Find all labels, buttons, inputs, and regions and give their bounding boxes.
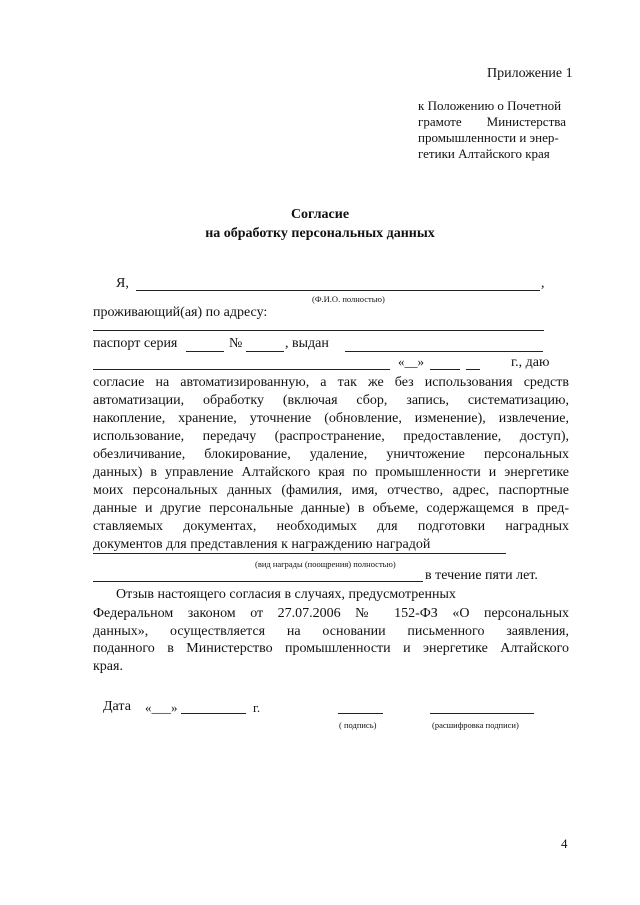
issued-by-continuation-line[interactable] (93, 369, 390, 370)
consent-line: данные и другие персональные данные) в объеме, содержащемся в пред- (93, 501, 569, 516)
revocation-line: поданного в Министерство промышленности и энергетике Алтайского (93, 641, 569, 656)
signature-year-g: г. (253, 700, 261, 715)
consent-line: моих персональных данных (фамилия, имя, отчество, адрес, паспортные (93, 483, 569, 498)
signature-date-line[interactable] (181, 713, 246, 714)
consent-line: документов для представления к награждению наградой (93, 537, 431, 552)
issue-year-line[interactable] (466, 369, 480, 370)
fio-comma: , (541, 276, 545, 291)
signature-decode-line[interactable] (430, 713, 534, 714)
appendix-line: гетики Алтайского края (418, 146, 550, 161)
issued-by-line[interactable] (345, 351, 543, 352)
passport-series-line[interactable] (186, 351, 224, 352)
appendix-line: к Положению о Почетной (418, 98, 562, 113)
within-term-text: в течение пяти лет. (425, 568, 538, 583)
consent-line: накопление, хранение, уточнение (обновление, изменение), извлечение, (93, 411, 569, 426)
revocation-line: данных», осуществляется на основании письменного заявления, (93, 623, 569, 639)
award-field-line[interactable] (93, 553, 506, 554)
consent-paragraph (93, 374, 569, 554)
address-field-line[interactable] (93, 330, 544, 331)
consent-line: использование, передачу (распространение, предоставление, доступ), (93, 429, 569, 444)
revocation-paragraph (93, 605, 569, 675)
signature-line[interactable] (338, 713, 383, 714)
appendix-line: грамоте Министерства (418, 114, 566, 129)
signature-decode-caption: (расшифровка подписи) (432, 720, 519, 730)
passport-number-line[interactable] (246, 351, 284, 352)
revocation-line: края. (93, 658, 123, 674)
signature-date-quotes: «___» (145, 700, 178, 715)
issue-month-line[interactable] (430, 369, 460, 370)
number-sign: № (229, 336, 243, 351)
document-title: Согласие (290, 207, 350, 222)
fio-caption: (Ф.И.О. полностью) (312, 294, 385, 304)
consent-line: автоматизации, обработку (включая сбор, запись, систематизацию, (93, 393, 569, 408)
fio-field-line[interactable] (136, 290, 540, 291)
revocation-line: Федеральном законом от 27.07.2006 № 152-ФЗ «О персональных (93, 606, 569, 621)
appendix-line: промышленности и энер- (418, 130, 559, 145)
consent-line: согласие на автоматизированную, а так же без использования средств (93, 375, 569, 390)
consent-line: ставляемых документах, необходимых для подготовки наградных (93, 519, 569, 534)
appendix-reference (418, 98, 566, 162)
document-subtitle: на обработку персональных данных (205, 226, 435, 241)
ya-label: Я, (116, 276, 129, 291)
consent-line: обезличивание, блокирование, удаление, уничтожение персональных (93, 447, 569, 462)
award-caption: (вид награды (поощрения) полностью) (255, 559, 396, 569)
issue-date-quotes: «__» (398, 354, 424, 369)
g-dayu-text: г., даю (511, 355, 550, 370)
issued-label: , выдан (285, 336, 329, 351)
address-label: проживающий(ая) по адресу: (93, 305, 268, 320)
appendix-title: Приложение 1 (487, 66, 573, 81)
revocation-first-line: Отзыв настоящего согласия в случаях, предусмотренных (116, 587, 456, 602)
date-label: Дата (103, 699, 131, 714)
page-number: 4 (561, 836, 568, 851)
passport-label: паспорт серия (93, 336, 178, 351)
signature-caption: ( подпись) (339, 720, 377, 730)
consent-line: данных) в управление Алтайского края по промышленности и энергетике (93, 465, 569, 480)
award-field-line-2[interactable] (93, 581, 423, 582)
